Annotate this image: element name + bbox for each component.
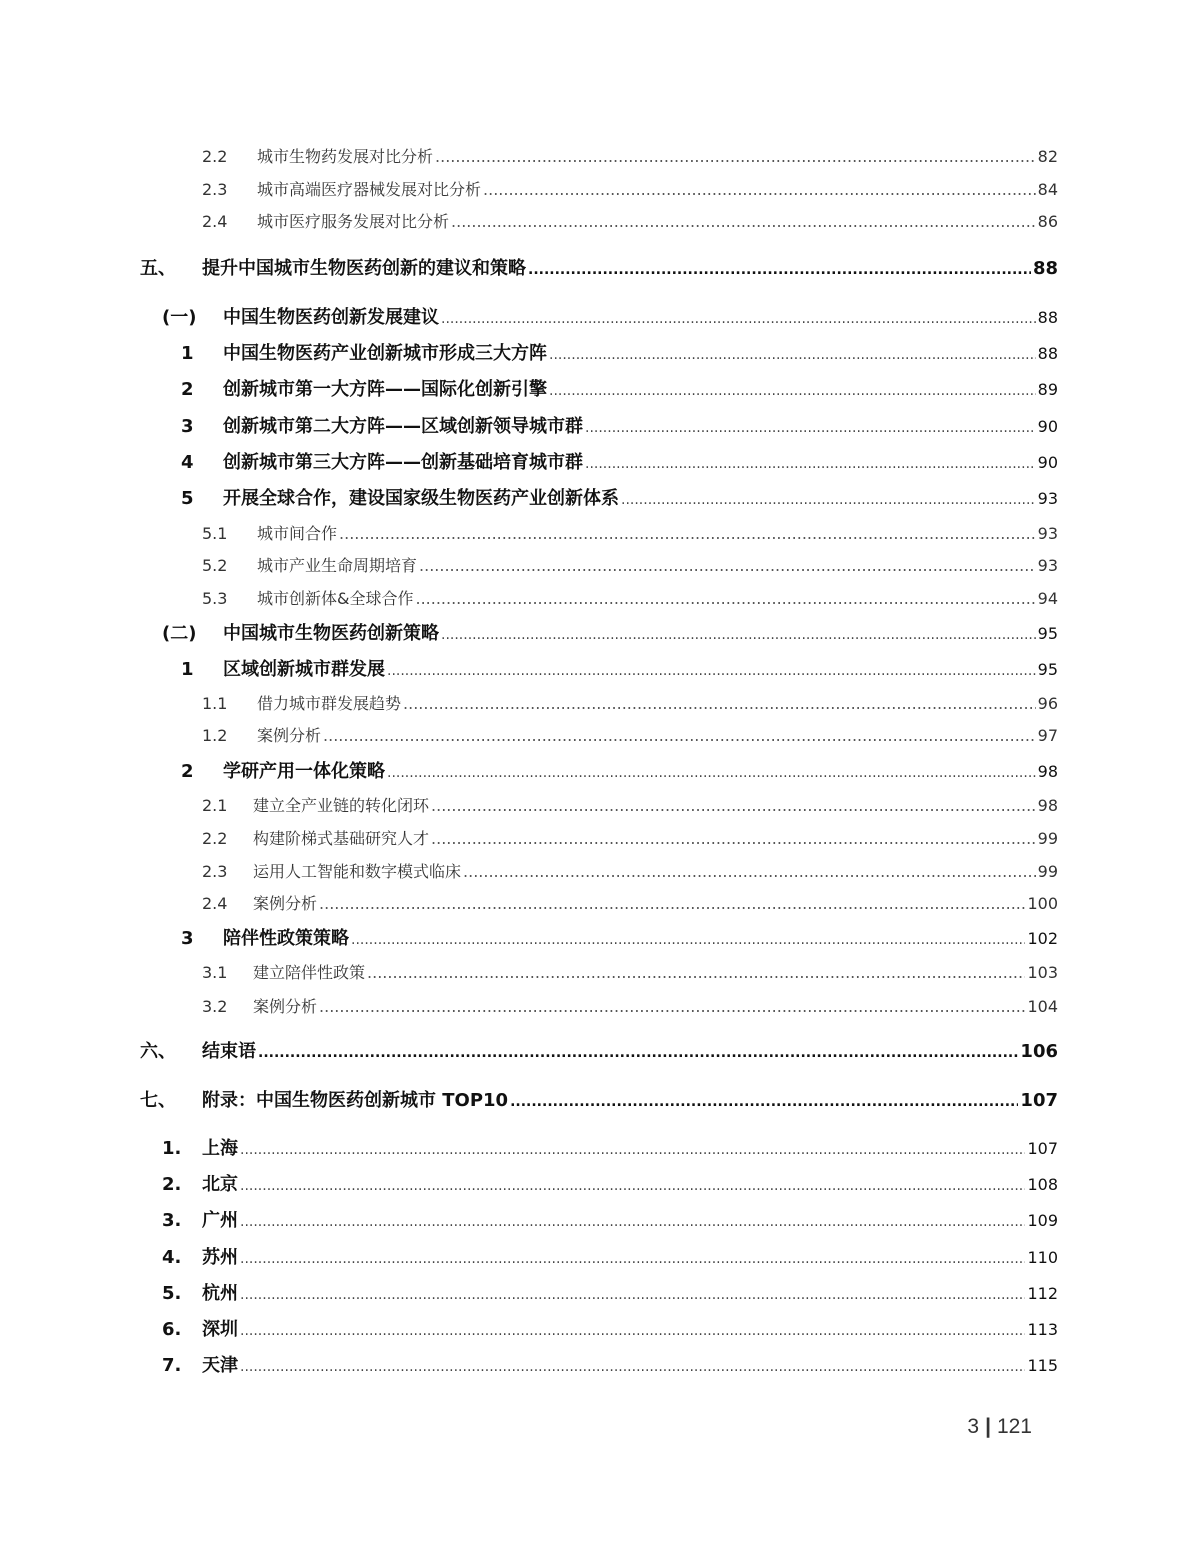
toc-entry-line xyxy=(253,992,1058,1022)
toc-leader-dots xyxy=(510,1087,1018,1117)
toc-entry-line xyxy=(223,412,1058,443)
toc-leader-dots xyxy=(435,142,1036,172)
toc-entry-number: 3.2 xyxy=(202,997,228,1016)
toc-leader-dots xyxy=(240,1280,1025,1310)
toc-section-page: 90 xyxy=(1037,417,1058,436)
toc-entry-line xyxy=(202,1243,1058,1274)
toc-section-title: 中国生物医药创新发展建议 xyxy=(223,307,439,328)
toc-entry-page: 100 xyxy=(1027,894,1058,913)
toc-entry-number: 5.2 xyxy=(202,556,228,575)
current-page-number: 3 xyxy=(967,1415,980,1438)
toc-entry-page: 99 xyxy=(1037,862,1058,881)
toc-entry-line xyxy=(202,1279,1058,1310)
toc-chapter[interactable] xyxy=(0,1037,1200,1067)
toc-city-page: 110 xyxy=(1027,1248,1058,1267)
toc-city-rank: 3. xyxy=(162,1210,182,1231)
toc-entry-line xyxy=(202,1134,1058,1165)
toc-entry-line xyxy=(253,857,1058,887)
toc-chapter-page: 106 xyxy=(1020,1041,1058,1062)
toc-leader-dots xyxy=(431,791,1036,821)
toc-chapter-page: 107 xyxy=(1020,1090,1058,1111)
toc-section-number: 5 xyxy=(181,488,194,509)
toc-entry-number: 5.3 xyxy=(202,589,228,608)
toc-entry[interactable] xyxy=(0,519,1200,549)
toc-entry-number: 5.1 xyxy=(202,524,228,543)
toc-section-title: 创新城市第一大方阵——国际化创新引擎 xyxy=(223,379,547,400)
toc-leader-dots xyxy=(387,656,1036,686)
toc-entry-title: 建立陪伴性政策 xyxy=(253,963,366,982)
toc-section-page: 88 xyxy=(1037,344,1058,363)
toc-city-entry[interactable] xyxy=(0,1351,1200,1381)
toc-entry[interactable] xyxy=(0,551,1200,581)
toc-entry-page: 97 xyxy=(1037,726,1058,745)
toc-leader-dots xyxy=(319,889,1025,919)
toc-leader-dots xyxy=(240,1352,1025,1382)
toc-leader-dots xyxy=(585,449,1036,479)
toc-city-rank: 6. xyxy=(162,1319,182,1340)
toc-entry-page: 82 xyxy=(1037,147,1058,166)
toc-entry-line xyxy=(253,824,1058,854)
toc-city-name: 苏州 xyxy=(202,1247,238,1268)
toc-city-entry[interactable] xyxy=(0,1206,1200,1236)
toc-entry[interactable] xyxy=(0,992,1200,1022)
toc-entry-line xyxy=(202,254,1058,285)
toc-leader-dots xyxy=(403,689,1036,719)
toc-section-number: 2 xyxy=(181,761,194,782)
toc-leader-dots xyxy=(441,304,1036,334)
toc-city-name: 北京 xyxy=(202,1174,238,1195)
toc-leader-dots xyxy=(431,824,1036,854)
toc-entry-page: 86 xyxy=(1037,212,1058,231)
toc-leader-dots xyxy=(367,958,1025,988)
toc-entry-line xyxy=(223,924,1058,955)
toc-section-number: 1 xyxy=(181,343,194,364)
toc-entry-page: 93 xyxy=(1037,524,1058,543)
toc-section[interactable] xyxy=(0,924,1200,954)
total-page-count: 121 xyxy=(996,1415,1032,1438)
toc-section[interactable] xyxy=(0,339,1200,369)
toc-leader-dots xyxy=(319,992,1025,1022)
page-separator: | xyxy=(985,1415,991,1438)
toc-section-title: 中国生物医药产业创新城市形成三大方阵 xyxy=(223,343,547,364)
toc-section[interactable] xyxy=(0,448,1200,478)
toc-city-entry[interactable] xyxy=(0,1243,1200,1273)
toc-entry-line xyxy=(223,375,1058,406)
toc-city-entry[interactable] xyxy=(0,1315,1200,1345)
toc-city-entry[interactable] xyxy=(0,1134,1200,1164)
toc-leader-dots xyxy=(339,519,1036,549)
toc-entry-line xyxy=(257,551,1058,581)
toc-section-number: 1 xyxy=(181,659,194,680)
toc-entry-number: 2.1 xyxy=(202,796,228,815)
toc-entry-line xyxy=(257,519,1058,549)
toc-entry-page: 98 xyxy=(1037,796,1058,815)
toc-entry-title: 运用人工智能和数字模式临床 xyxy=(253,862,462,881)
toc-entry-line xyxy=(257,721,1058,751)
toc-leader-dots xyxy=(419,551,1036,581)
toc-leader-dots xyxy=(621,485,1036,515)
toc-entry-title: 城市间合作 xyxy=(257,524,338,543)
toc-entry-title: 案例分析 xyxy=(253,894,318,913)
toc-chapter[interactable] xyxy=(0,1086,1200,1116)
toc-entry-title: 建立全产业链的转化闭环 xyxy=(253,796,430,815)
toc-entry-title: 案例分析 xyxy=(257,726,322,745)
toc-entry-number: 3.1 xyxy=(202,963,228,982)
toc-chapter-title: 提升中国城市生物医药创新的建议和策略 xyxy=(202,258,526,279)
toc-entry-line xyxy=(202,1170,1058,1201)
toc-entry-title: 借力城市群发展趋势 xyxy=(257,694,402,713)
toc-entry[interactable] xyxy=(0,889,1200,919)
toc-entry-line xyxy=(253,958,1058,988)
toc-city-name: 上海 xyxy=(202,1138,238,1159)
toc-leader-dots xyxy=(549,376,1036,406)
toc-entry[interactable] xyxy=(0,207,1200,237)
toc-city-rank: 1. xyxy=(162,1138,182,1159)
toc-leader-dots xyxy=(463,857,1036,887)
toc-entry-line xyxy=(223,448,1058,479)
toc-section-number: (二) xyxy=(162,623,197,644)
toc-entry-page: 94 xyxy=(1037,589,1058,608)
toc-chapter-number: 七、 xyxy=(140,1090,176,1111)
toc-section-title: 创新城市第二大方阵——区域创新领导城市群 xyxy=(223,416,583,437)
toc-section[interactable] xyxy=(0,757,1200,787)
toc-entry-number: 1.2 xyxy=(202,726,228,745)
toc-entry[interactable] xyxy=(0,824,1200,854)
toc-entry-title: 城市创新体&全球合作 xyxy=(257,589,414,608)
toc-section-page: 89 xyxy=(1037,380,1058,399)
toc-section[interactable] xyxy=(0,619,1200,649)
toc-entry-title: 城市医疗服务发展对比分析 xyxy=(257,212,450,231)
toc-city-name: 广州 xyxy=(202,1210,238,1231)
toc-leader-dots xyxy=(415,584,1035,614)
toc-entry-line xyxy=(202,1086,1058,1117)
toc-section-title: 开展全球合作，建设国家级生物医药产业创新体系 xyxy=(223,488,619,509)
toc-entry-line xyxy=(253,889,1058,919)
toc-entry[interactable] xyxy=(0,721,1200,751)
toc-entry-number: 2.2 xyxy=(202,147,228,166)
page-footer xyxy=(967,1412,1032,1442)
toc-chapter-number: 五、 xyxy=(140,258,176,279)
toc-entry[interactable] xyxy=(0,857,1200,887)
toc-entry-number: 2.4 xyxy=(202,894,228,913)
toc-section[interactable] xyxy=(0,484,1200,514)
toc-entry[interactable] xyxy=(0,958,1200,988)
toc-section-number: 3 xyxy=(181,416,194,437)
toc-section-page: 90 xyxy=(1037,453,1058,472)
toc-city-rank: 4. xyxy=(162,1247,182,1268)
toc-entry-page: 99 xyxy=(1037,829,1058,848)
toc-leader-dots xyxy=(483,175,1036,205)
toc-entry-number: 2.3 xyxy=(202,180,228,199)
toc-entry-title: 案例分析 xyxy=(253,997,318,1016)
toc-leader-dots xyxy=(451,207,1036,237)
toc-section-title: 陪伴性政策策略 xyxy=(223,928,349,949)
toc-leader-dots xyxy=(258,1038,1018,1068)
toc-entry-page: 93 xyxy=(1037,556,1058,575)
toc-chapter[interactable] xyxy=(0,254,1200,284)
toc-city-entry[interactable] xyxy=(0,1170,1200,1200)
toc-city-page: 112 xyxy=(1027,1284,1058,1303)
toc-section[interactable] xyxy=(0,375,1200,405)
toc-entry-line xyxy=(223,619,1058,650)
toc-chapter-title: 结束语 xyxy=(202,1041,256,1062)
toc-entry-line xyxy=(257,142,1058,172)
toc-leader-dots xyxy=(585,413,1036,443)
toc-entry-line xyxy=(257,584,1058,614)
toc-section-number: 3 xyxy=(181,928,194,949)
toc-entry-page: 104 xyxy=(1027,997,1058,1016)
toc-leader-dots xyxy=(351,925,1025,955)
toc-entry-page: 103 xyxy=(1027,963,1058,982)
toc-entry-line xyxy=(253,791,1058,821)
toc-entry-line xyxy=(223,757,1058,788)
toc-entry-title: 城市产业生命周期培育 xyxy=(257,556,418,575)
toc-entry[interactable] xyxy=(0,175,1200,205)
toc-chapter-page: 88 xyxy=(1032,258,1058,279)
toc-entry[interactable] xyxy=(0,791,1200,821)
toc-entry-line xyxy=(202,1351,1058,1382)
toc-city-rank: 2. xyxy=(162,1174,182,1195)
toc-section-number: 2 xyxy=(181,379,194,400)
toc-entry[interactable] xyxy=(0,689,1200,719)
toc-city-page: 115 xyxy=(1027,1356,1058,1375)
toc-city-name: 杭州 xyxy=(202,1283,238,1304)
toc-leader-dots xyxy=(240,1316,1025,1346)
toc-leader-dots xyxy=(387,758,1036,788)
toc-entry-number: 2.3 xyxy=(202,862,228,881)
toc-leader-dots xyxy=(323,721,1036,751)
toc-entry-line xyxy=(257,207,1058,237)
toc-section-page: 102 xyxy=(1027,929,1058,948)
toc-section-page: 88 xyxy=(1037,308,1058,327)
toc-entry-number: 1.1 xyxy=(202,694,228,713)
toc-entry-line xyxy=(223,339,1058,370)
toc-city-rank: 7. xyxy=(162,1355,182,1376)
toc-section-title: 创新城市第三大方阵——创新基础培育城市群 xyxy=(223,452,583,473)
toc-entry-line xyxy=(202,1315,1058,1346)
toc-entry-line xyxy=(257,689,1058,719)
toc-section[interactable] xyxy=(0,303,1200,333)
toc-section[interactable] xyxy=(0,412,1200,442)
toc-leader-dots xyxy=(240,1171,1025,1201)
toc-section-title: 中国城市生物医药创新策略 xyxy=(223,623,439,644)
toc-leader-dots xyxy=(240,1207,1025,1237)
toc-entry-line xyxy=(257,175,1058,205)
toc-entry-title: 城市生物药发展对比分析 xyxy=(257,147,434,166)
toc-entry[interactable] xyxy=(0,142,1200,172)
toc-city-name: 深圳 xyxy=(202,1319,238,1340)
toc-section-page: 93 xyxy=(1037,489,1058,508)
toc-entry[interactable] xyxy=(0,584,1200,614)
toc-entry-line xyxy=(223,655,1058,686)
toc-city-page: 109 xyxy=(1027,1211,1058,1230)
toc-entry-line xyxy=(202,1037,1058,1068)
toc-leader-dots xyxy=(240,1135,1025,1165)
toc-city-page: 113 xyxy=(1027,1320,1058,1339)
toc-entry-title: 城市高端医疗器械发展对比分析 xyxy=(257,180,482,199)
toc-section-page: 98 xyxy=(1037,762,1058,781)
toc-section-number: 4 xyxy=(181,452,194,473)
toc-section-title: 学研产用一体化策略 xyxy=(223,761,385,782)
toc-section-title: 区域创新城市群发展 xyxy=(223,659,385,680)
toc-entry-title: 构建阶梯式基础研究人才 xyxy=(253,829,430,848)
toc-city-page: 107 xyxy=(1027,1139,1058,1158)
toc-entry-page: 96 xyxy=(1037,694,1058,713)
toc-leader-dots xyxy=(240,1244,1025,1274)
toc-entry-number: 2.2 xyxy=(202,829,228,848)
toc-entry-line xyxy=(223,484,1058,515)
toc-leader-dots xyxy=(549,340,1036,370)
toc-city-name: 天津 xyxy=(202,1355,238,1376)
toc-section-page: 95 xyxy=(1037,624,1058,643)
toc-city-entry[interactable] xyxy=(0,1279,1200,1309)
toc-entry-line xyxy=(223,303,1058,334)
toc-chapter-number: 六、 xyxy=(140,1041,176,1062)
toc-section[interactable] xyxy=(0,655,1200,685)
toc-city-rank: 5. xyxy=(162,1283,182,1304)
toc-entry-line xyxy=(202,1206,1058,1237)
toc-chapter-title: 附录：中国生物医药创新城市 TOP10 xyxy=(202,1090,509,1111)
toc-city-page: 108 xyxy=(1027,1175,1058,1194)
toc-section-number: (一) xyxy=(162,307,197,328)
toc-leader-dots xyxy=(528,255,1031,285)
toc-entry-page: 84 xyxy=(1037,180,1058,199)
toc-entry-number: 2.4 xyxy=(202,212,228,231)
toc-section-page: 95 xyxy=(1037,660,1058,679)
toc-leader-dots xyxy=(441,620,1036,650)
